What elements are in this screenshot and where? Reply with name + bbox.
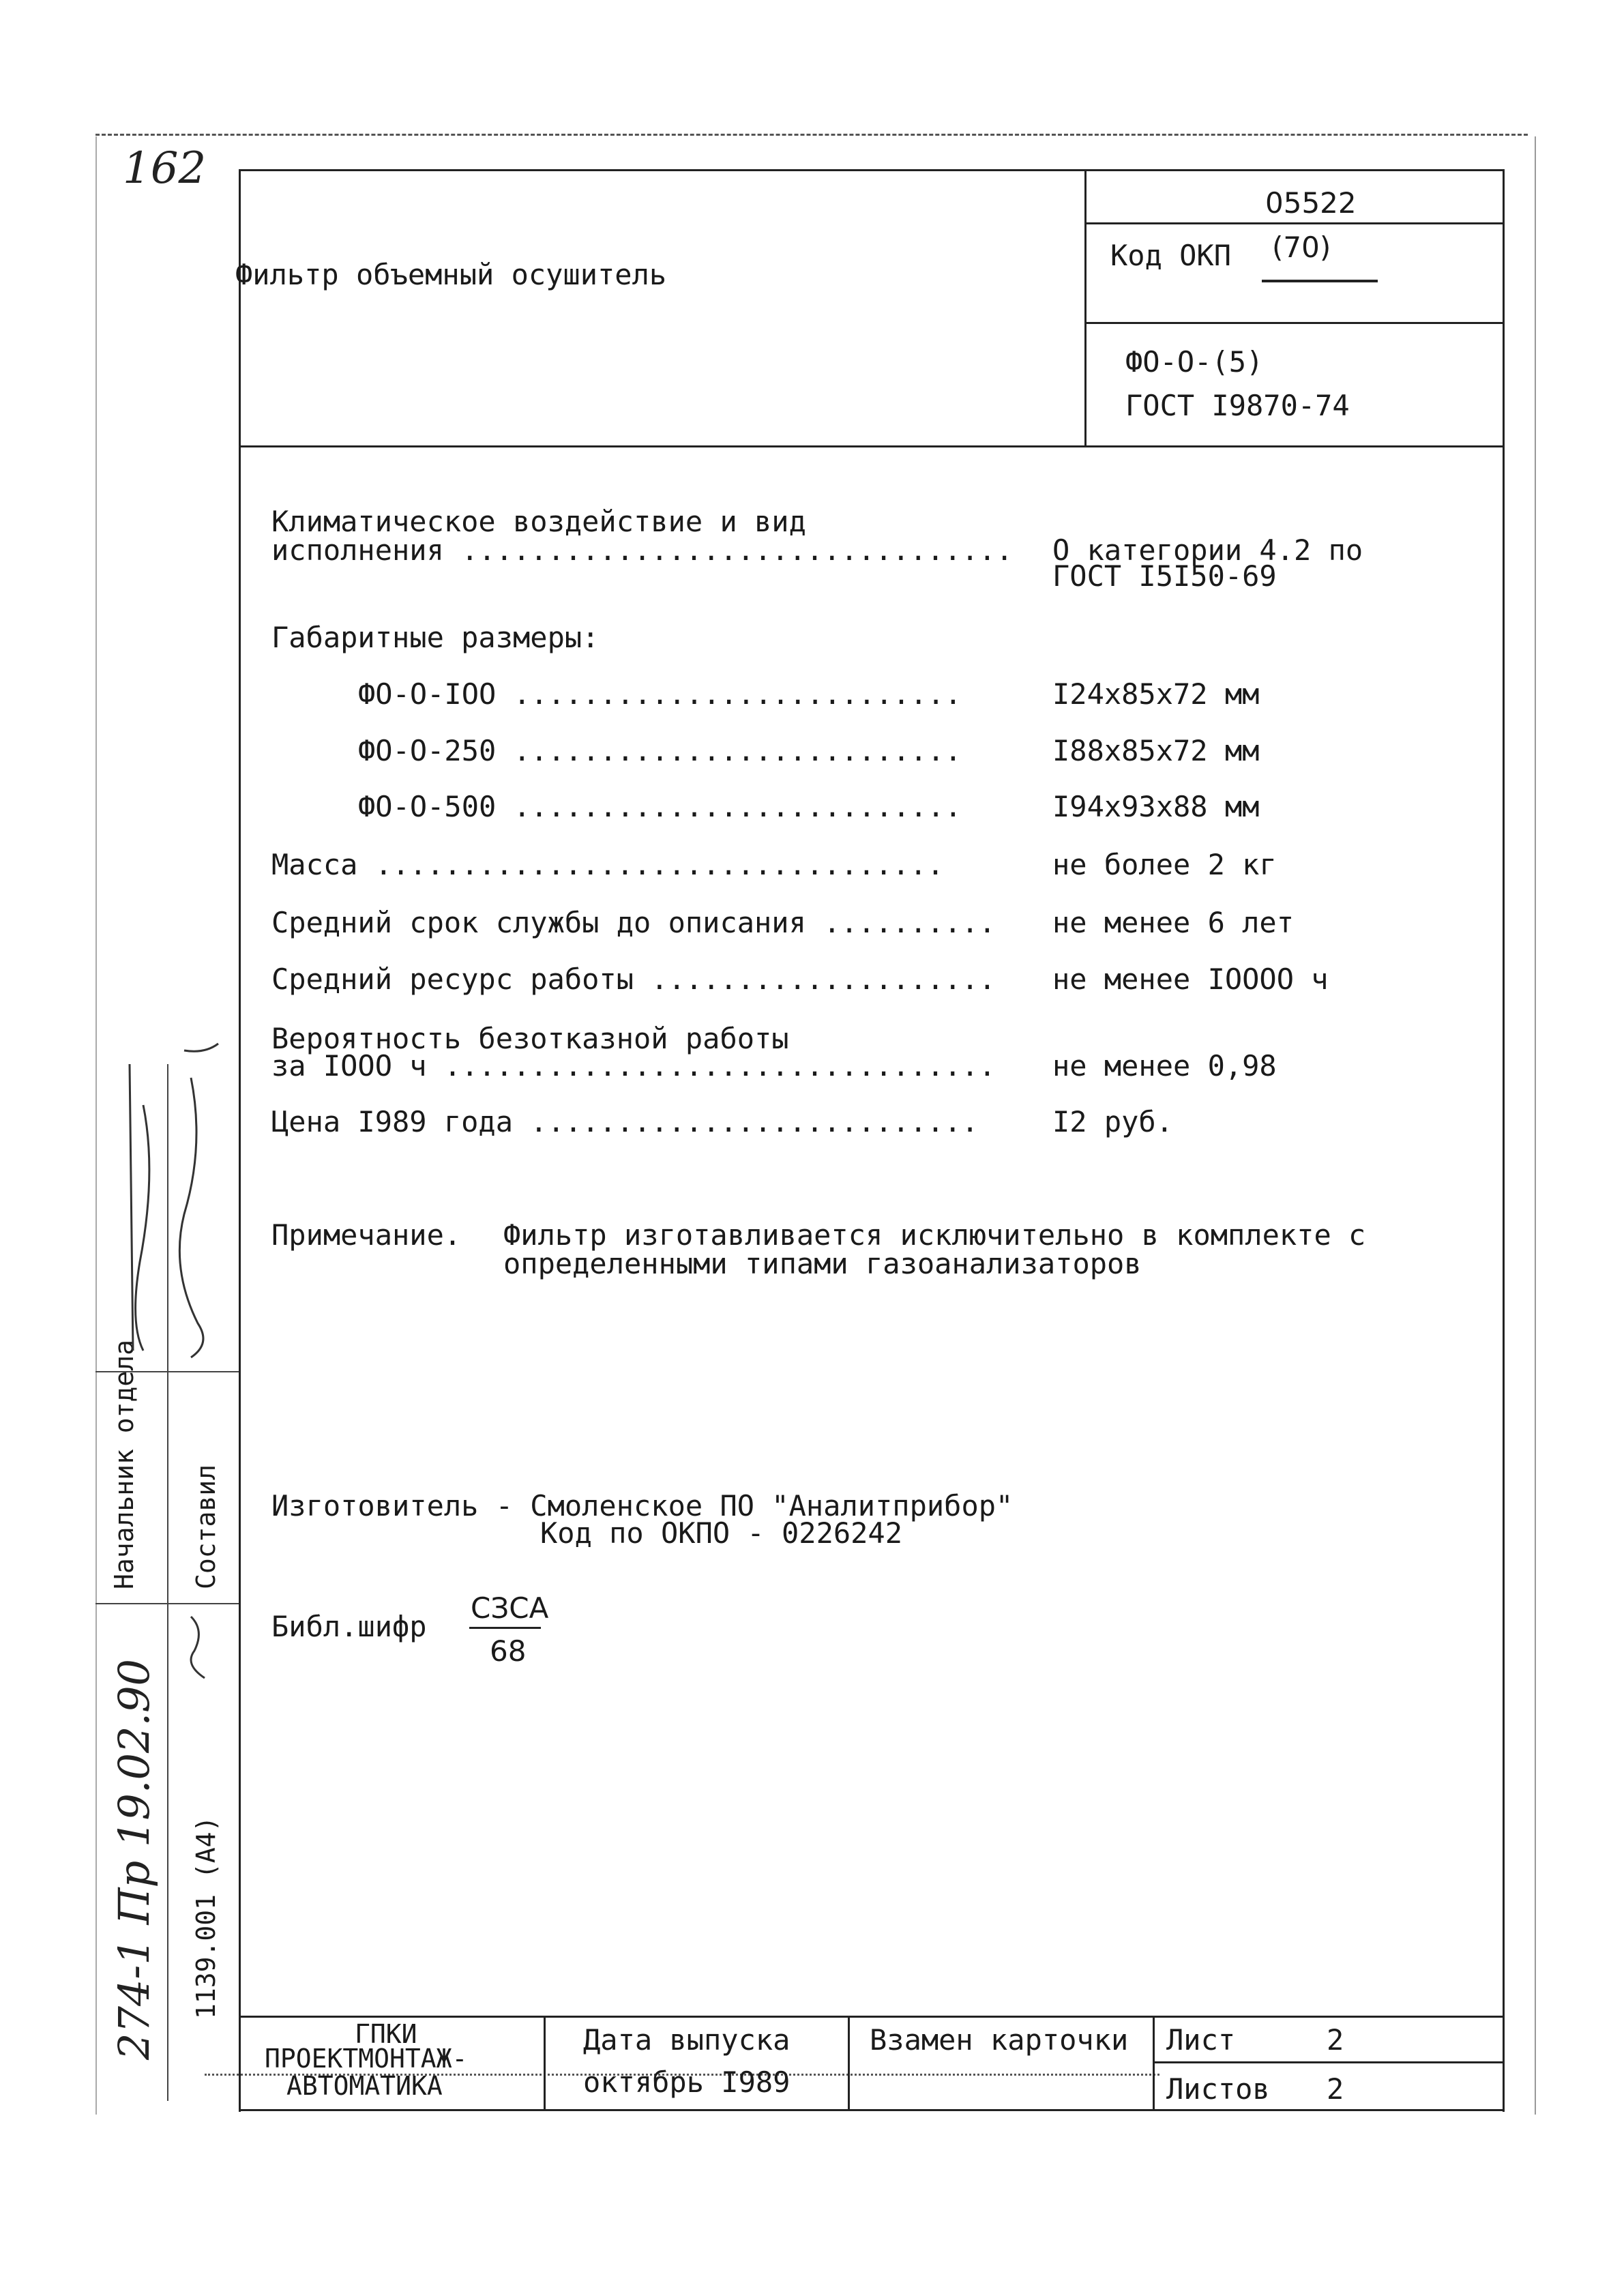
right-edge-line — [1535, 136, 1536, 2115]
climate-value-line2: ГОСТ I5I50-69 — [1052, 559, 1277, 593]
footer-replaces-label: Взамен карточки — [870, 2023, 1129, 2057]
footer-sheet-label: Лист — [1166, 2023, 1236, 2057]
mass-label: Масса ................................. — [271, 848, 945, 881]
designation: ФО-О-(5) — [1125, 345, 1264, 379]
climate-line2-label: исполнения ................................ — [271, 533, 1014, 567]
okp-number: 05522 — [1265, 186, 1357, 220]
footer-sheets-value: 2 — [1327, 2072, 1344, 2106]
side-compiled-by: Составил — [191, 1464, 221, 1589]
footer-col-1 — [544, 2016, 546, 2111]
service-life-value: не менее 6 лет — [1052, 906, 1295, 939]
footer-issue-value: октябрь I989 — [583, 2065, 790, 2099]
footer-col-2 — [848, 2016, 850, 2111]
price-label: Цена I989 года .......................... — [271, 1105, 979, 1138]
footer-sheets-label: Листов — [1166, 2072, 1270, 2106]
handwritten-page-number: 162 — [123, 143, 207, 194]
mass-value: не более 2 кг — [1052, 848, 1277, 881]
footer-sheet-value: 2 — [1327, 2023, 1344, 2057]
signature-scribbles — [102, 1037, 239, 1719]
top-edge-dashes — [95, 134, 1528, 136]
reliability-line1: Вероятность безотказной работы — [271, 1022, 789, 1055]
footer-issue-label: Дата выпуска — [583, 2023, 790, 2057]
dim-row-value: I24х85х72 мм — [1052, 677, 1260, 711]
note-line2: определенными типами газоанализаторов — [503, 1247, 1142, 1280]
resource-label: Средний ресурс работы .................... — [271, 962, 996, 996]
okp-sub-underline — [1262, 280, 1378, 282]
side-head-of-dept: Начальник отдела — [109, 1339, 139, 1589]
dim-row-label: ФО-О-500 .......................... — [358, 790, 962, 823]
footer-org-line2: ПРОЕКТМОНТАЖ- — [265, 2044, 468, 2074]
dim-row-label: ФО-О-250 .......................... — [358, 734, 962, 767]
climate-value-line1: О категории 4.2 по — [1052, 533, 1363, 567]
dimensions-heading: Габаритные размеры: — [271, 621, 600, 654]
header-divider-vertical — [1084, 169, 1087, 447]
price-value: I2 руб. — [1052, 1105, 1174, 1138]
footer-row-divider — [1153, 2061, 1505, 2063]
note-line1: Фильтр изготавливается исключительно в комплекте с — [503, 1218, 1366, 1252]
library-code-fraction-line — [469, 1627, 541, 1629]
service-life-label: Средний срок службы до описания .......... — [271, 906, 996, 939]
okp-sub: (70) — [1272, 231, 1331, 264]
handwritten-registration: 274-1 Пр 19.02.90 — [109, 1658, 159, 2060]
reliability-value: не менее 0,98 — [1052, 1049, 1277, 1083]
header-divider-2 — [1084, 322, 1505, 324]
library-code-bottom: 68 — [490, 1634, 527, 1668]
manufacturer-line1: Изготовитель - Смоленское ПО "Аналитприбор" — [271, 1489, 1014, 1522]
product-title: Фильтр объемный осушитель — [235, 258, 667, 291]
library-code-top: СЗСА — [471, 1591, 549, 1625]
dim-row-value: I88х85х72 мм — [1052, 734, 1260, 767]
footer-org-line3: АВТОМАТИКА — [286, 2071, 443, 2101]
dim-row-label: ФО-О-IОО .......................... — [358, 677, 962, 711]
side-form-code: 1139.001 (А4) — [191, 1816, 221, 2019]
standard: ГОСТ I9870-74 — [1125, 389, 1350, 422]
library-label: Библ.шифр — [271, 1610, 427, 1643]
footer-org-line1: ГПКИ — [355, 2019, 417, 2049]
okp-label: Код ОКП — [1110, 239, 1232, 272]
footer-col-3 — [1153, 2016, 1155, 2111]
resource-value: не менее IОООО ч — [1052, 962, 1329, 996]
note-label: Примечание. — [271, 1218, 462, 1252]
reliability-line2-label: за IООО ч ................................ — [271, 1049, 996, 1083]
left-edge-line — [95, 136, 97, 2115]
dim-row-value: I94х93х88 мм — [1052, 790, 1260, 823]
manufacturer-line2: Код по ОКПО - 0226242 — [540, 1516, 903, 1550]
header-divider-1 — [1084, 222, 1505, 224]
climate-line1: Климатическое воздействие и вид — [271, 505, 806, 538]
